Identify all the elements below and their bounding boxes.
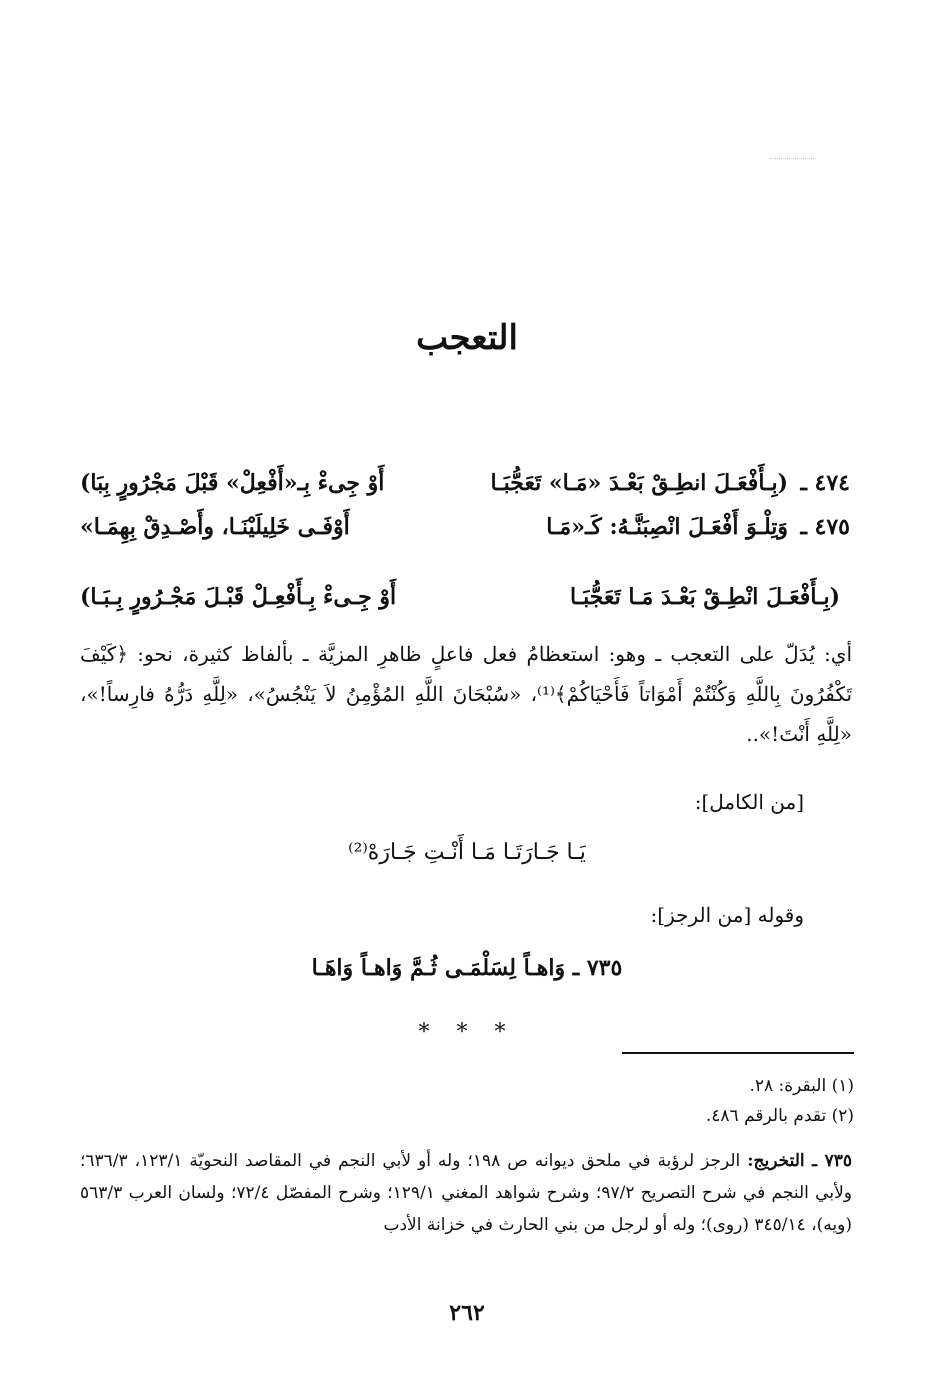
first-hemistich: وَتِلْـوَ أَفْعَـلَ انْصِبَنَّـهُ: كَـ«مَـا — [546, 514, 788, 540]
second-hemistich: أَوْ جِىءْ بِـ«أَفْعِلْ» قَبْلَ مَجْرُورٍ بِبَا) — [80, 470, 385, 496]
quoted-verse: يَـا جَـارَتَـا مَـا أَنْـتِ جَـارَهْ⁽²⁾ — [348, 840, 586, 865]
verse-number: ٤٧٥ ـ — [800, 514, 850, 540]
footnote-1: (١) البقرة: ٢٨. — [749, 1076, 854, 1096]
takhrij-label: ٧٣٥ ـ التخريج: — [747, 1151, 853, 1171]
second-hemistich: أَوْفَـى خَلِيلَيْنَـا، وأَصْـدِقْ بِهِمَـا» — [80, 514, 350, 540]
scan-speck — [770, 158, 816, 165]
verse-number: ٤٧٤ ـ — [800, 470, 850, 496]
first-hemistich: (بِـأَفْعَـلَ انْطِـقْ بَعْـدَ مَـا تَعَجُّبَـا — [569, 584, 840, 610]
intro-label: وقوله [من الرجز]: — [650, 903, 804, 927]
footnote-2: (٢) تقدم بالرقم ٤٨٦. — [705, 1106, 854, 1126]
takhrij-footnote — [80, 1145, 852, 1241]
page-number: ٢٦٢ — [449, 1300, 485, 1326]
takhrij-text: الرجز لرؤبة في ملحق ديوانه ص ١٩٨؛ وله أو لأبي النجم في المقاصد النحويّة ١٢٣/١، ٦٣٦/٣؛ ولأبي النجم في شرح التصريح ٩٧/٢؛ وشرح شواهد المغني ١٢٩/١؛ وشرح المفصّل ٧٢/٤؛ ولسان العرب ٥٦٣/٣ (ويه)، ٣٤٥/١٤ (روى)؛ وله أو لرجل من بني الحارث في خزانة الأدب — [80, 1151, 852, 1235]
page-title: التعجب — [416, 318, 518, 358]
first-hemistich: (بِـأَفْعَـلَ انطِـقْ بَعْـدَ «مَـا» تَعَجُّبَـا — [490, 470, 788, 496]
commentary-paragraph: أي: يُدَلّ على التعجب ـ وهو: استعظامُ فعل فاعلٍ ظاهرِ المزيَّة ـ بألفاظ كثيرة، نحو: ﴿كَيْفَ تَكْفُرُونَ بِاللَّهِ وَكُنْتُمْ أَمْوَاتاً فَأَحْيَاكُمْ﴾⁽¹⁾، «سُبْحَانَ اللَّهِ المُؤْمِنُ لاَ يَنْجُسُ»، «لِلَّهِ دَرُّهُ فارِساً!»، «لِلَّهِ أَنْتَ!».. — [80, 642, 853, 746]
verse-474 — [80, 470, 850, 510]
second-hemistich: أَوْ جِـىءْ بِـأَفْعِـلْ قَبْـلَ مَجْـرُورٍ بِـبَـا) — [80, 584, 397, 610]
verse-repeated — [80, 584, 850, 624]
verse-475 — [80, 514, 850, 554]
verse-735: ٧٣٥ ـ وَاهـاً لِسَلْمَـى ثُـمَّ وَاهـاً وَاهَـا — [311, 955, 623, 981]
section-separator: * * * — [418, 1020, 516, 1045]
meter-label: [من الكامل]: — [694, 790, 804, 814]
footnote-rule — [622, 1052, 854, 1054]
